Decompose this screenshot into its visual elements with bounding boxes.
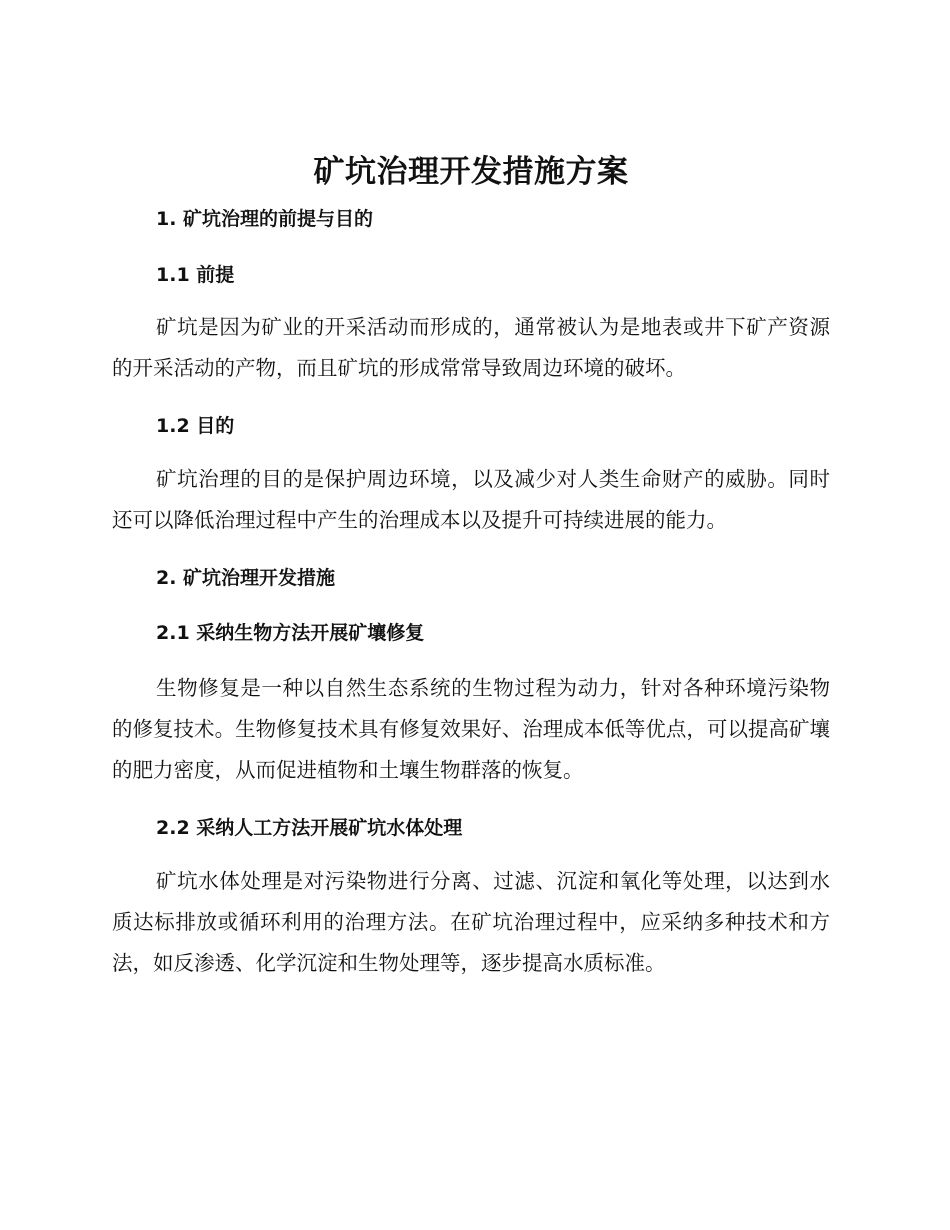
document-title: 矿坑治理开发措施方案 [313, 154, 629, 190]
subsection-2-2-heading: 2.2 采纳人工方法开展矿坑水体处理 [156, 817, 463, 839]
section-2-heading: 2. 矿坑治理开发措施 [156, 567, 336, 589]
subsection-2-1-paragraph: 生物修复是一种以自然生态系统的生物过程为动力，针对各种环境污染物的修复技术。生物修复技术具有修复效果好、治理成本低等优点，可以提高矿壤的肥力密度，从而促进植物和土壤生物群落的恢复。 [112, 676, 830, 782]
subsection-1-2-heading: 1.2 目的 [156, 415, 235, 437]
section-1-heading: 1. 矿坑治理的前提与目的 [156, 208, 374, 230]
subsection-2-1-heading: 2.1 采纳生物方法开展矿壤修复 [156, 622, 425, 644]
subsection-1-2-paragraph: 矿坑治理的目的是保护周边环境，以及减少对人类生命财产的威胁。同时还可以降低治理过程中产生的治理成本以及提升可持续进展的能力。 [112, 467, 830, 532]
subsection-1-1-paragraph: 矿坑是因为矿业的开采活动而形成的，通常被认为是地表或井下矿产资源的开采活动的产物，而且矿坑的形成常常导致周边环境的破坏。 [112, 315, 830, 380]
subsection-1-1-heading: 1.1 前提 [156, 264, 235, 286]
subsection-2-2-paragraph: 矿坑水体处理是对污染物进行分离、过滤、沉淀和氧化等处理，以达到水质达标排放或循环利用的治理方法。在矿坑治理过程中，应采纳多种技术和方法，如反渗透、化学沉淀和生物处理等，逐步提高水质标准。 [112, 869, 830, 975]
